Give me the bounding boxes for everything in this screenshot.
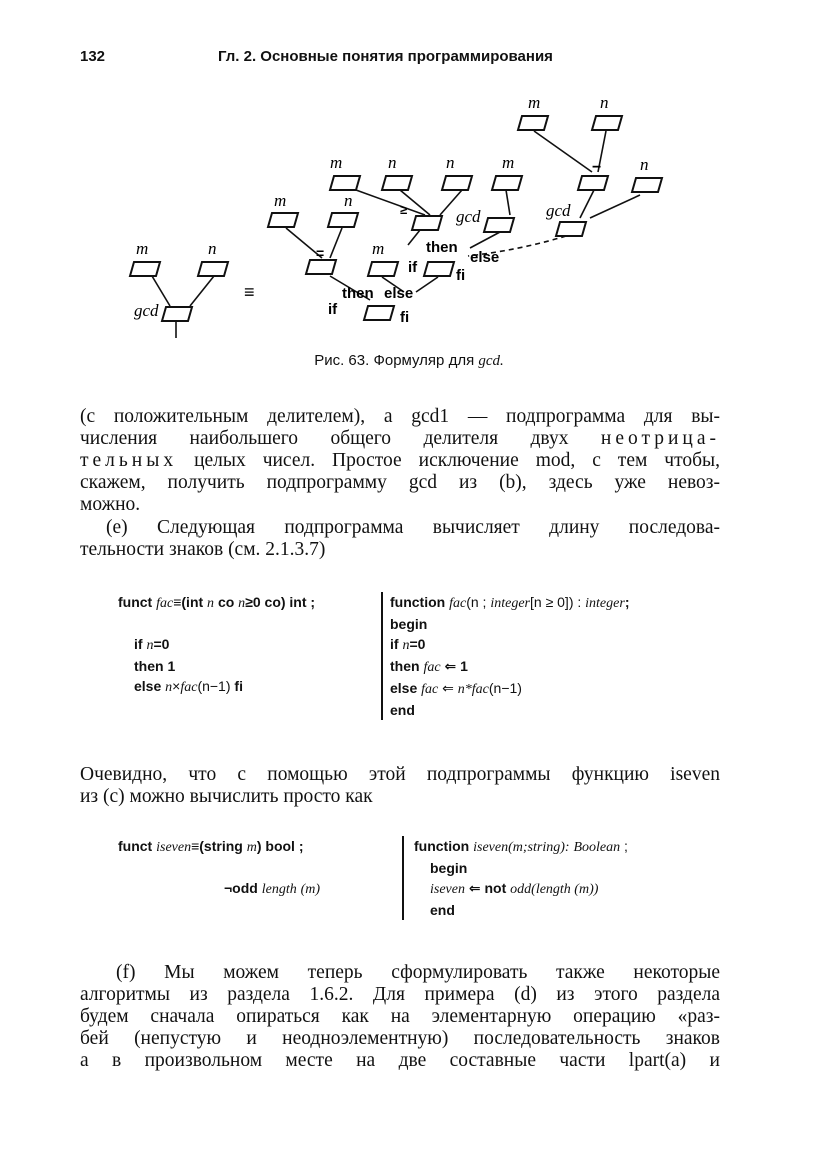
- page-number: 132: [80, 48, 106, 65]
- code-block-right-fac: function fac(n ; integer[n ≥ 0]) : integer; begin if n=0 then fac ⇐ 1 else fac ⇐ n*fac(n−1) end: [390, 594, 630, 718]
- code-block-right-iseven: function iseven(m;string): Boolean ; begin iseven ⇐ not odd(length (m)) end: [414, 838, 628, 918]
- code-divider: [402, 836, 404, 920]
- label-m: m: [528, 93, 541, 112]
- paragraph-3: [80, 764, 720, 808]
- caption-text: Рис. 63. Формуляр для: [314, 352, 475, 369]
- text-line: алгоритмы из раздела 1.6.2. Для примера (d) из этого раздела: [80, 984, 720, 1005]
- text-line: Очевидно, что с помощью этой подпрограммы функцию iseven: [80, 764, 720, 785]
- label-gt: ≥: [400, 202, 408, 217]
- text-spaced: неотрица-: [600, 428, 721, 449]
- text-line: скажем, получить подпрограмму gcd из (b), здесь уже невоз-: [80, 472, 720, 493]
- label-gcd: gcd: [134, 301, 159, 320]
- text-line: числения наибольшего общего делителя двух: [80, 428, 569, 449]
- text-spaced: тельных: [80, 450, 178, 471]
- text-line: целых чисел. Простое исключение mod, с тем чтобы,: [194, 450, 721, 471]
- caption-italic: gcd.: [478, 353, 504, 369]
- label-gcd: gcd: [546, 201, 571, 220]
- label-n: n: [600, 93, 609, 112]
- label-equiv: ≡: [244, 282, 255, 302]
- paragraph-2: [80, 517, 720, 561]
- label-if: if: [408, 259, 418, 276]
- text-line: из (с) можно вычислить просто как: [80, 786, 373, 807]
- paragraph-4: [80, 962, 720, 1072]
- label-gcd: gcd: [456, 207, 481, 226]
- label-m: m: [502, 153, 515, 172]
- text-line: бей (непустую и неодноэлементную) последовательность знаков: [80, 1028, 720, 1049]
- label-n: n: [208, 239, 217, 258]
- figure-caption: [0, 352, 818, 370]
- running-title: Гл. 2. Основные понятия программирования: [218, 48, 553, 65]
- label-then: then: [342, 285, 374, 302]
- text-line: (с положительным делителем), а gcd1 — подпрограмма для вы-: [80, 406, 720, 427]
- text-line: тельности знаков (см. 2.1.3.7): [80, 539, 326, 560]
- text-line: (e) Следующая подпрограмма вычисляет длину последова-: [106, 517, 720, 538]
- text-line: будем сначала опираться как на элементарную операцию «раз-: [80, 1006, 720, 1027]
- text-line: a в произвольном месте на две составные части lpart(a) и: [80, 1050, 720, 1071]
- paragraph-1: [80, 406, 720, 516]
- label-then: then: [426, 239, 458, 256]
- label-eq: =: [316, 245, 325, 261]
- code-block-left-fac: funct fac≡(int n co n≥0 co) int ; if n=0 then 1 else n×fac(n−1) fi: [118, 594, 316, 695]
- label-n: n: [446, 153, 455, 172]
- label-m: m: [136, 239, 149, 258]
- label-m: m: [330, 153, 343, 172]
- label-else: else: [384, 285, 414, 302]
- label-fi: fi: [400, 309, 410, 326]
- label-m: m: [372, 239, 385, 258]
- label-n: n: [344, 191, 353, 210]
- label-n: n: [640, 155, 649, 174]
- code-divider: [381, 592, 383, 720]
- figure-diagram: [0, 0, 818, 350]
- label-n: n: [388, 153, 397, 172]
- text-line: можно.: [80, 494, 141, 515]
- text-line: (f) Мы можем теперь сформулировать также некоторые: [116, 962, 720, 983]
- label-else: else: [470, 249, 500, 266]
- label-if: if: [328, 301, 338, 318]
- label-m: m: [274, 191, 287, 210]
- label-minus: −: [592, 159, 602, 176]
- label-fi: fi: [456, 267, 466, 284]
- code-block-left-iseven: funct iseven≡(string m) bool ; ¬odd length (m): [118, 838, 321, 897]
